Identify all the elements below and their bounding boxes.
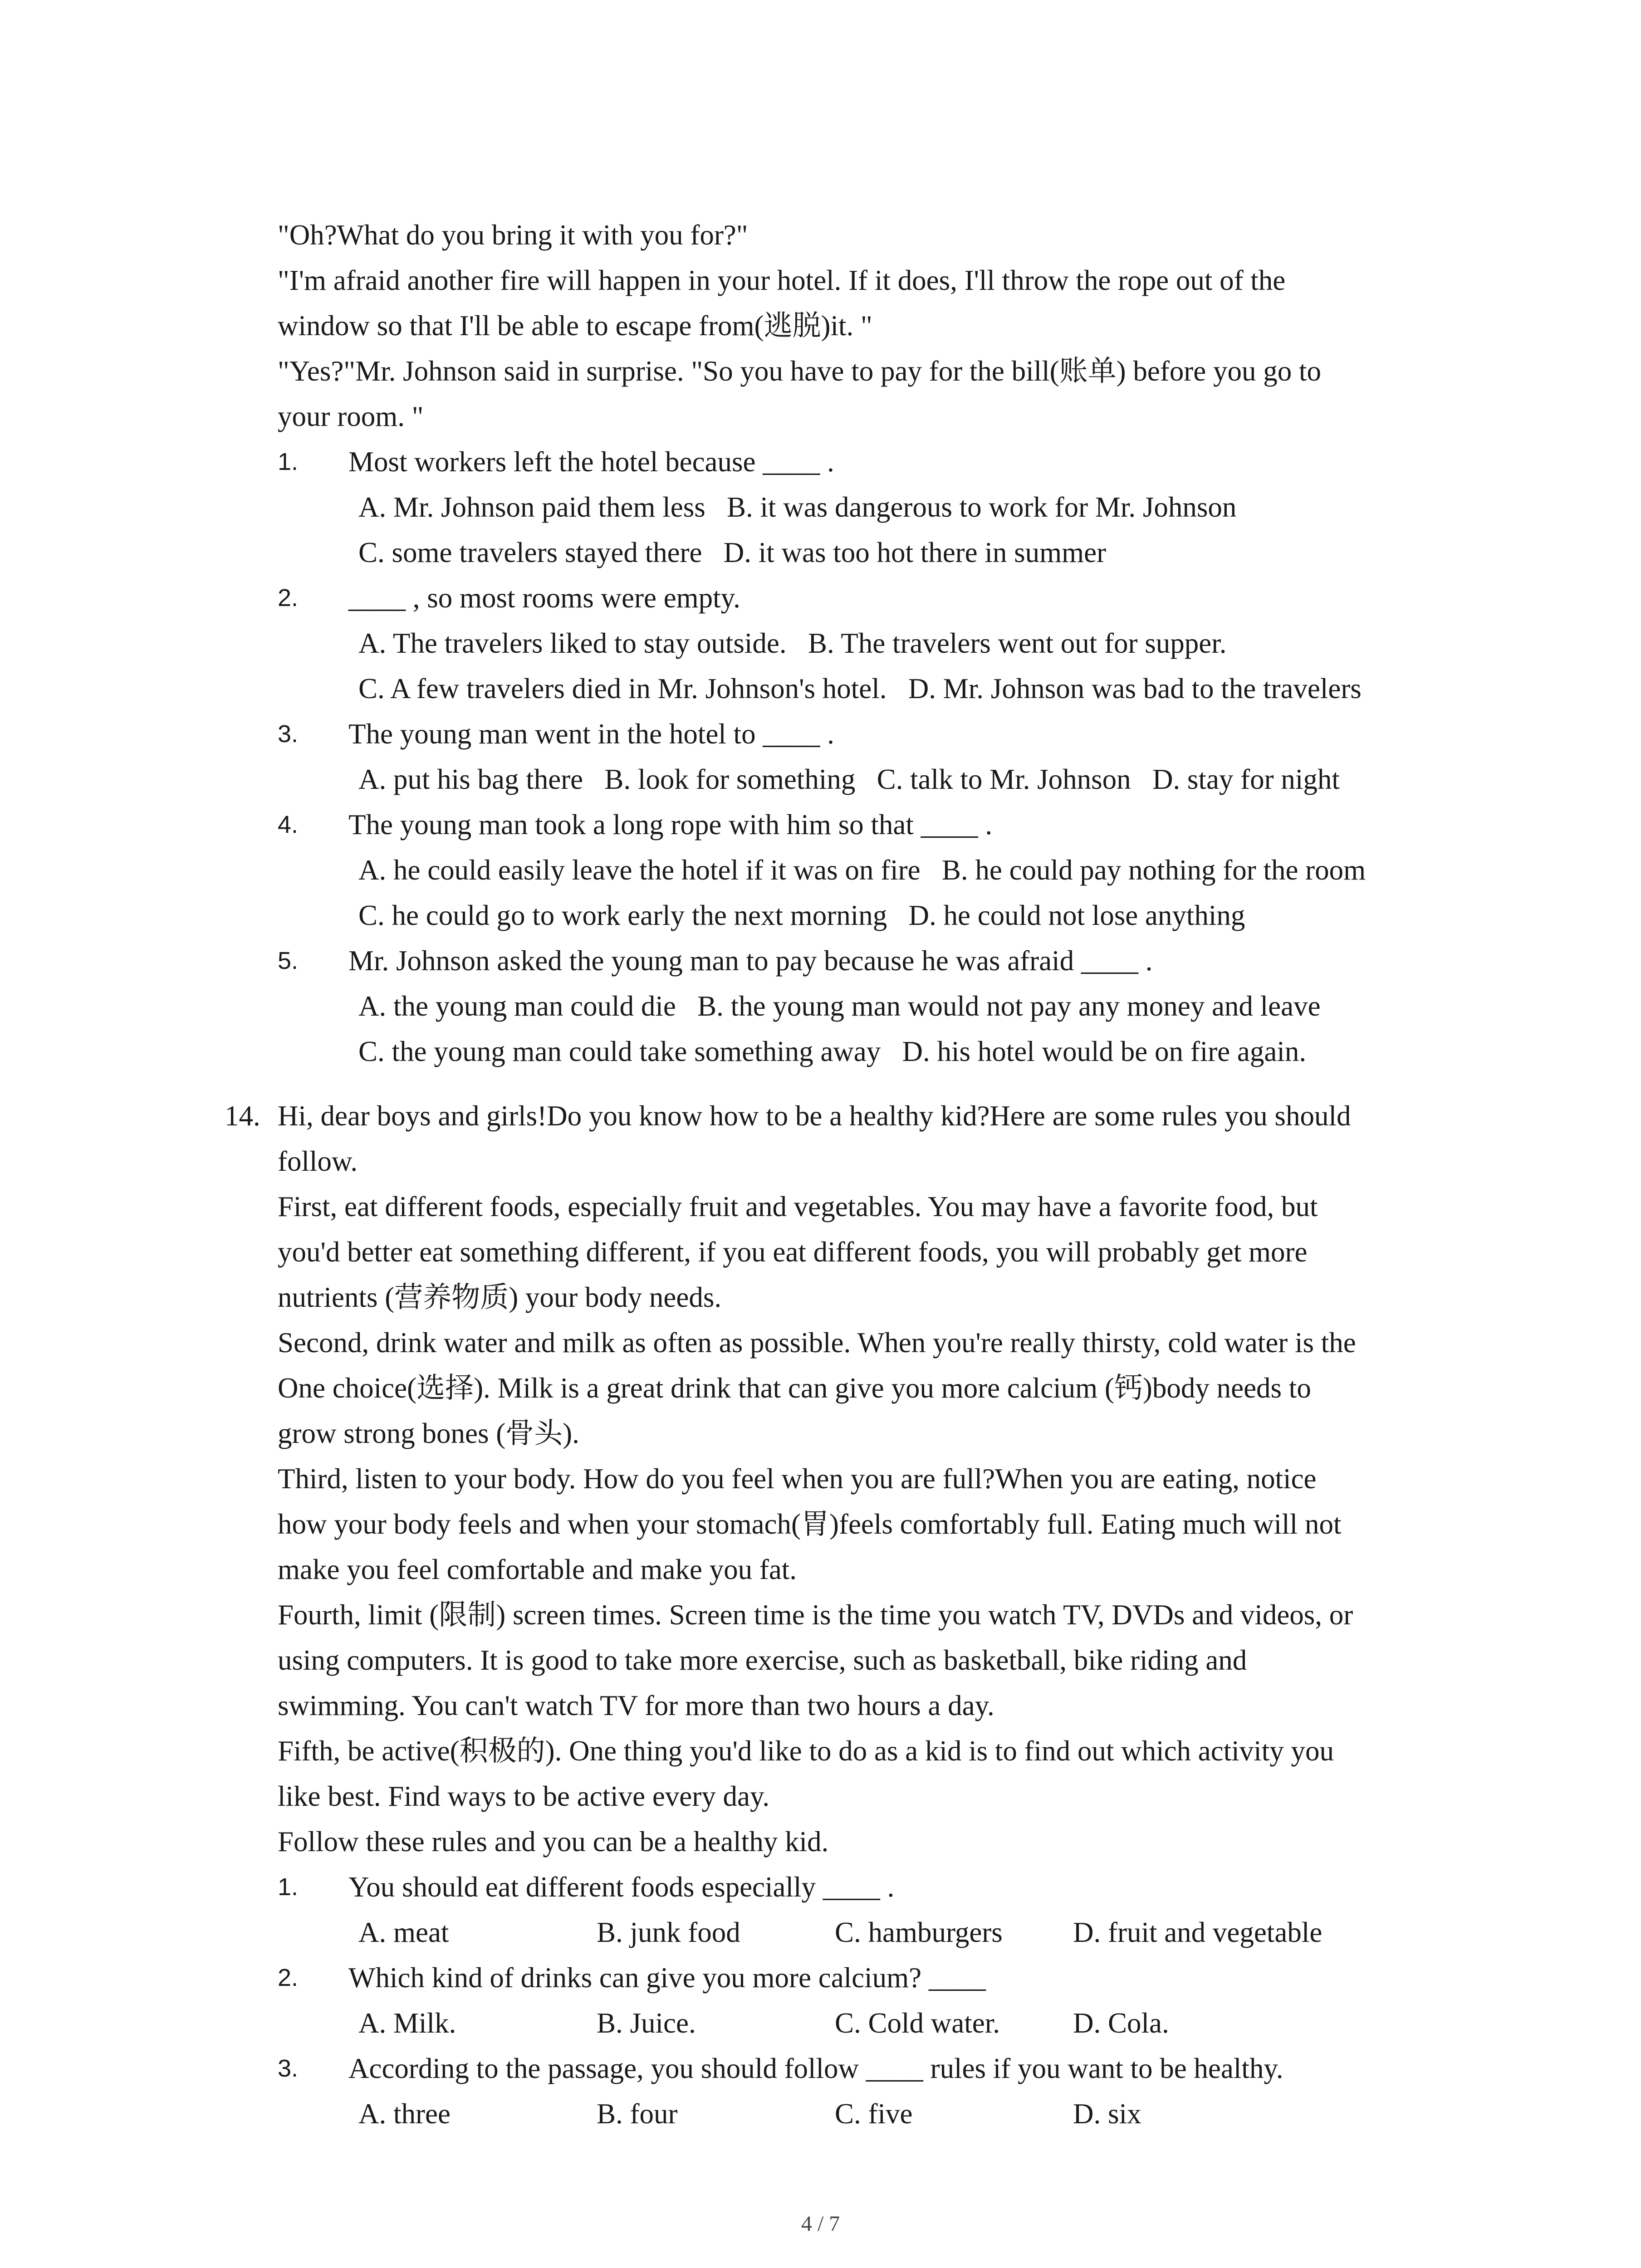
question-text: The young man took a long rope with him so that ____ . (348, 809, 993, 841)
item-number: 14. (225, 1100, 260, 1132)
question-text: Which kind of drinks can give you more calcium? ____ (348, 1962, 986, 1994)
option-d: D. six (1073, 2098, 1141, 2130)
option-b: B. The travelers went out for supper. (808, 627, 1227, 659)
options-row (358, 757, 1340, 802)
option-d: D. he could not lose anything (908, 899, 1245, 931)
options-row (358, 666, 1362, 711)
passage-line: Follow these rules and you can be a healthy kid. (278, 1826, 829, 1857)
passage-line: Fourth, limit (限制) screen times. Screen time is the time you watch TV, DVDs and videos, or (278, 1599, 1353, 1631)
options-row (358, 1029, 1306, 1074)
options-row (358, 893, 1245, 938)
passage-line: swimming. You can't watch TV for more than two hours a day. (278, 1690, 994, 1721)
options-row (358, 621, 1226, 666)
passage-line: First, eat different foods, especially fruit and vegetables. You may have a favorite food, but (278, 1191, 1318, 1222)
option-b: B. Juice. (597, 2007, 696, 2039)
passage-line: Hi, dear boys and girls!Do you know how to be a healthy kid?Here are some rules you should (278, 1100, 1351, 1132)
question-number: 1. (278, 1873, 299, 1901)
option-c: C. talk to Mr. Johnson (877, 763, 1131, 795)
option-c: C. the young man could take something away (358, 1036, 881, 1067)
question-text: Mr. Johnson asked the young man to pay because he was afraid ____ . (348, 945, 1153, 977)
option-a: A. The travelers liked to stay outside. (358, 627, 787, 659)
question-number: 3. (278, 720, 299, 748)
option-c: C. five (835, 2098, 913, 2130)
question-text: You should eat different foods especially ____ . (348, 1871, 895, 1903)
option-a: A. Mr. Johnson paid them less (358, 491, 705, 523)
question-number: 2. (278, 1964, 299, 1991)
option-b: B. look for something (604, 763, 856, 795)
option-c: C. A few travelers died in Mr. Johnson's hotel. (358, 673, 887, 704)
options-row (358, 530, 1106, 575)
question-text: The young man went in the hotel to ____ . (348, 718, 834, 750)
options-row (358, 2000, 1169, 2046)
passage-line: "Oh?What do you bring it with you for?" (278, 219, 748, 251)
option-d: D. fruit and vegetable (1073, 1916, 1323, 1948)
options-row (358, 983, 1321, 1029)
option-a: A. the young man could die (358, 990, 676, 1022)
option-c: C. Cold water. (835, 2007, 1000, 2039)
page-number: 4 / 7 (801, 2212, 840, 2236)
passage-line: using computers. It is good to take more exercise, such as basketball, bike riding and (278, 1644, 1247, 1676)
question-text: According to the passage, you should follow ____ rules if you want to be healthy. (348, 2053, 1283, 2084)
passage-line: Third, listen to your body. How do you feel when you are full?When you are eating, notice (278, 1463, 1317, 1495)
option-a: A. he could easily leave the hotel if it was on fire (358, 854, 921, 886)
option-d: D. stay for night (1152, 763, 1340, 795)
option-b: B. he could pay nothing for the room (941, 854, 1366, 886)
passage-line: your room. " (278, 401, 424, 432)
question-number: 1. (278, 448, 299, 475)
option-c: C. he could go to work early the next morning (358, 899, 887, 931)
passage-line: "I'm afraid another fire will happen in your hotel. If it does, I'll throw the rope out of the (278, 264, 1286, 296)
passage-line: nutrients (营养物质) your body needs. (278, 1281, 722, 1313)
option-a: A. Milk. (358, 2007, 456, 2039)
option-d: D. it was too hot there in summer (723, 537, 1107, 568)
option-b: B. four (597, 2098, 678, 2130)
options-row (358, 1910, 1322, 1955)
option-c: C. hamburgers (835, 1916, 1003, 1948)
question-number: 3. (278, 2055, 299, 2082)
option-a: A. meat (358, 1916, 449, 1948)
question-text: ____ , so most rooms were empty. (348, 582, 740, 614)
passage-line: follow. (278, 1145, 358, 1177)
options-row (358, 484, 1236, 530)
option-d: D. Cola. (1073, 2007, 1169, 2039)
passage-line: make you feel comfortable and make you fat. (278, 1554, 797, 1585)
options-row (358, 847, 1366, 893)
question-number: 5. (278, 947, 299, 974)
option-d: D. Mr. Johnson was bad to the travelers (908, 673, 1362, 704)
options-row (358, 2091, 1141, 2136)
passage-line: grow strong bones (骨头). (278, 1418, 579, 1449)
option-b: B. junk food (597, 1916, 740, 1948)
option-c: C. some travelers stayed there (358, 537, 702, 568)
passage-line: One choice(选择). Milk is a great drink that can give you more calcium (钙)body needs to (278, 1372, 1311, 1404)
passage-line: window so that I'll be able to escape from(逃脱)it. " (278, 310, 872, 342)
option-a: A. three (358, 2098, 451, 2130)
passage-line: Second, drink water and milk as often as possible. When you're really thirsty, cold water is the (278, 1327, 1356, 1359)
option-a: A. put his bag there (358, 763, 583, 795)
question-text: Most workers left the hotel because ____ . (348, 446, 834, 478)
question-number: 4. (278, 811, 299, 838)
passage-line: like best. Find ways to be active every day. (278, 1780, 770, 1812)
passage-line: how your body feels and when your stomach(胃)feels comfortably full. Eating much will not (278, 1508, 1342, 1540)
option-d: D. his hotel would be on fire again. (902, 1036, 1307, 1067)
question-number: 2. (278, 584, 299, 611)
passage-line: "Yes?"Mr. Johnson said in surprise. "So you have to pay for the bill(账单) before you go to (278, 355, 1321, 387)
option-b: B. it was dangerous to work for Mr. Johnson (727, 491, 1237, 523)
passage-line: Fifth, be active(积极的). One thing you'd like to do as a kid is to find out which activity you (278, 1735, 1334, 1767)
passage-line: you'd better eat something different, if you eat different foods, you will probably get more (278, 1236, 1308, 1268)
option-b: B. the young man would not pay any money and leave (697, 990, 1321, 1022)
